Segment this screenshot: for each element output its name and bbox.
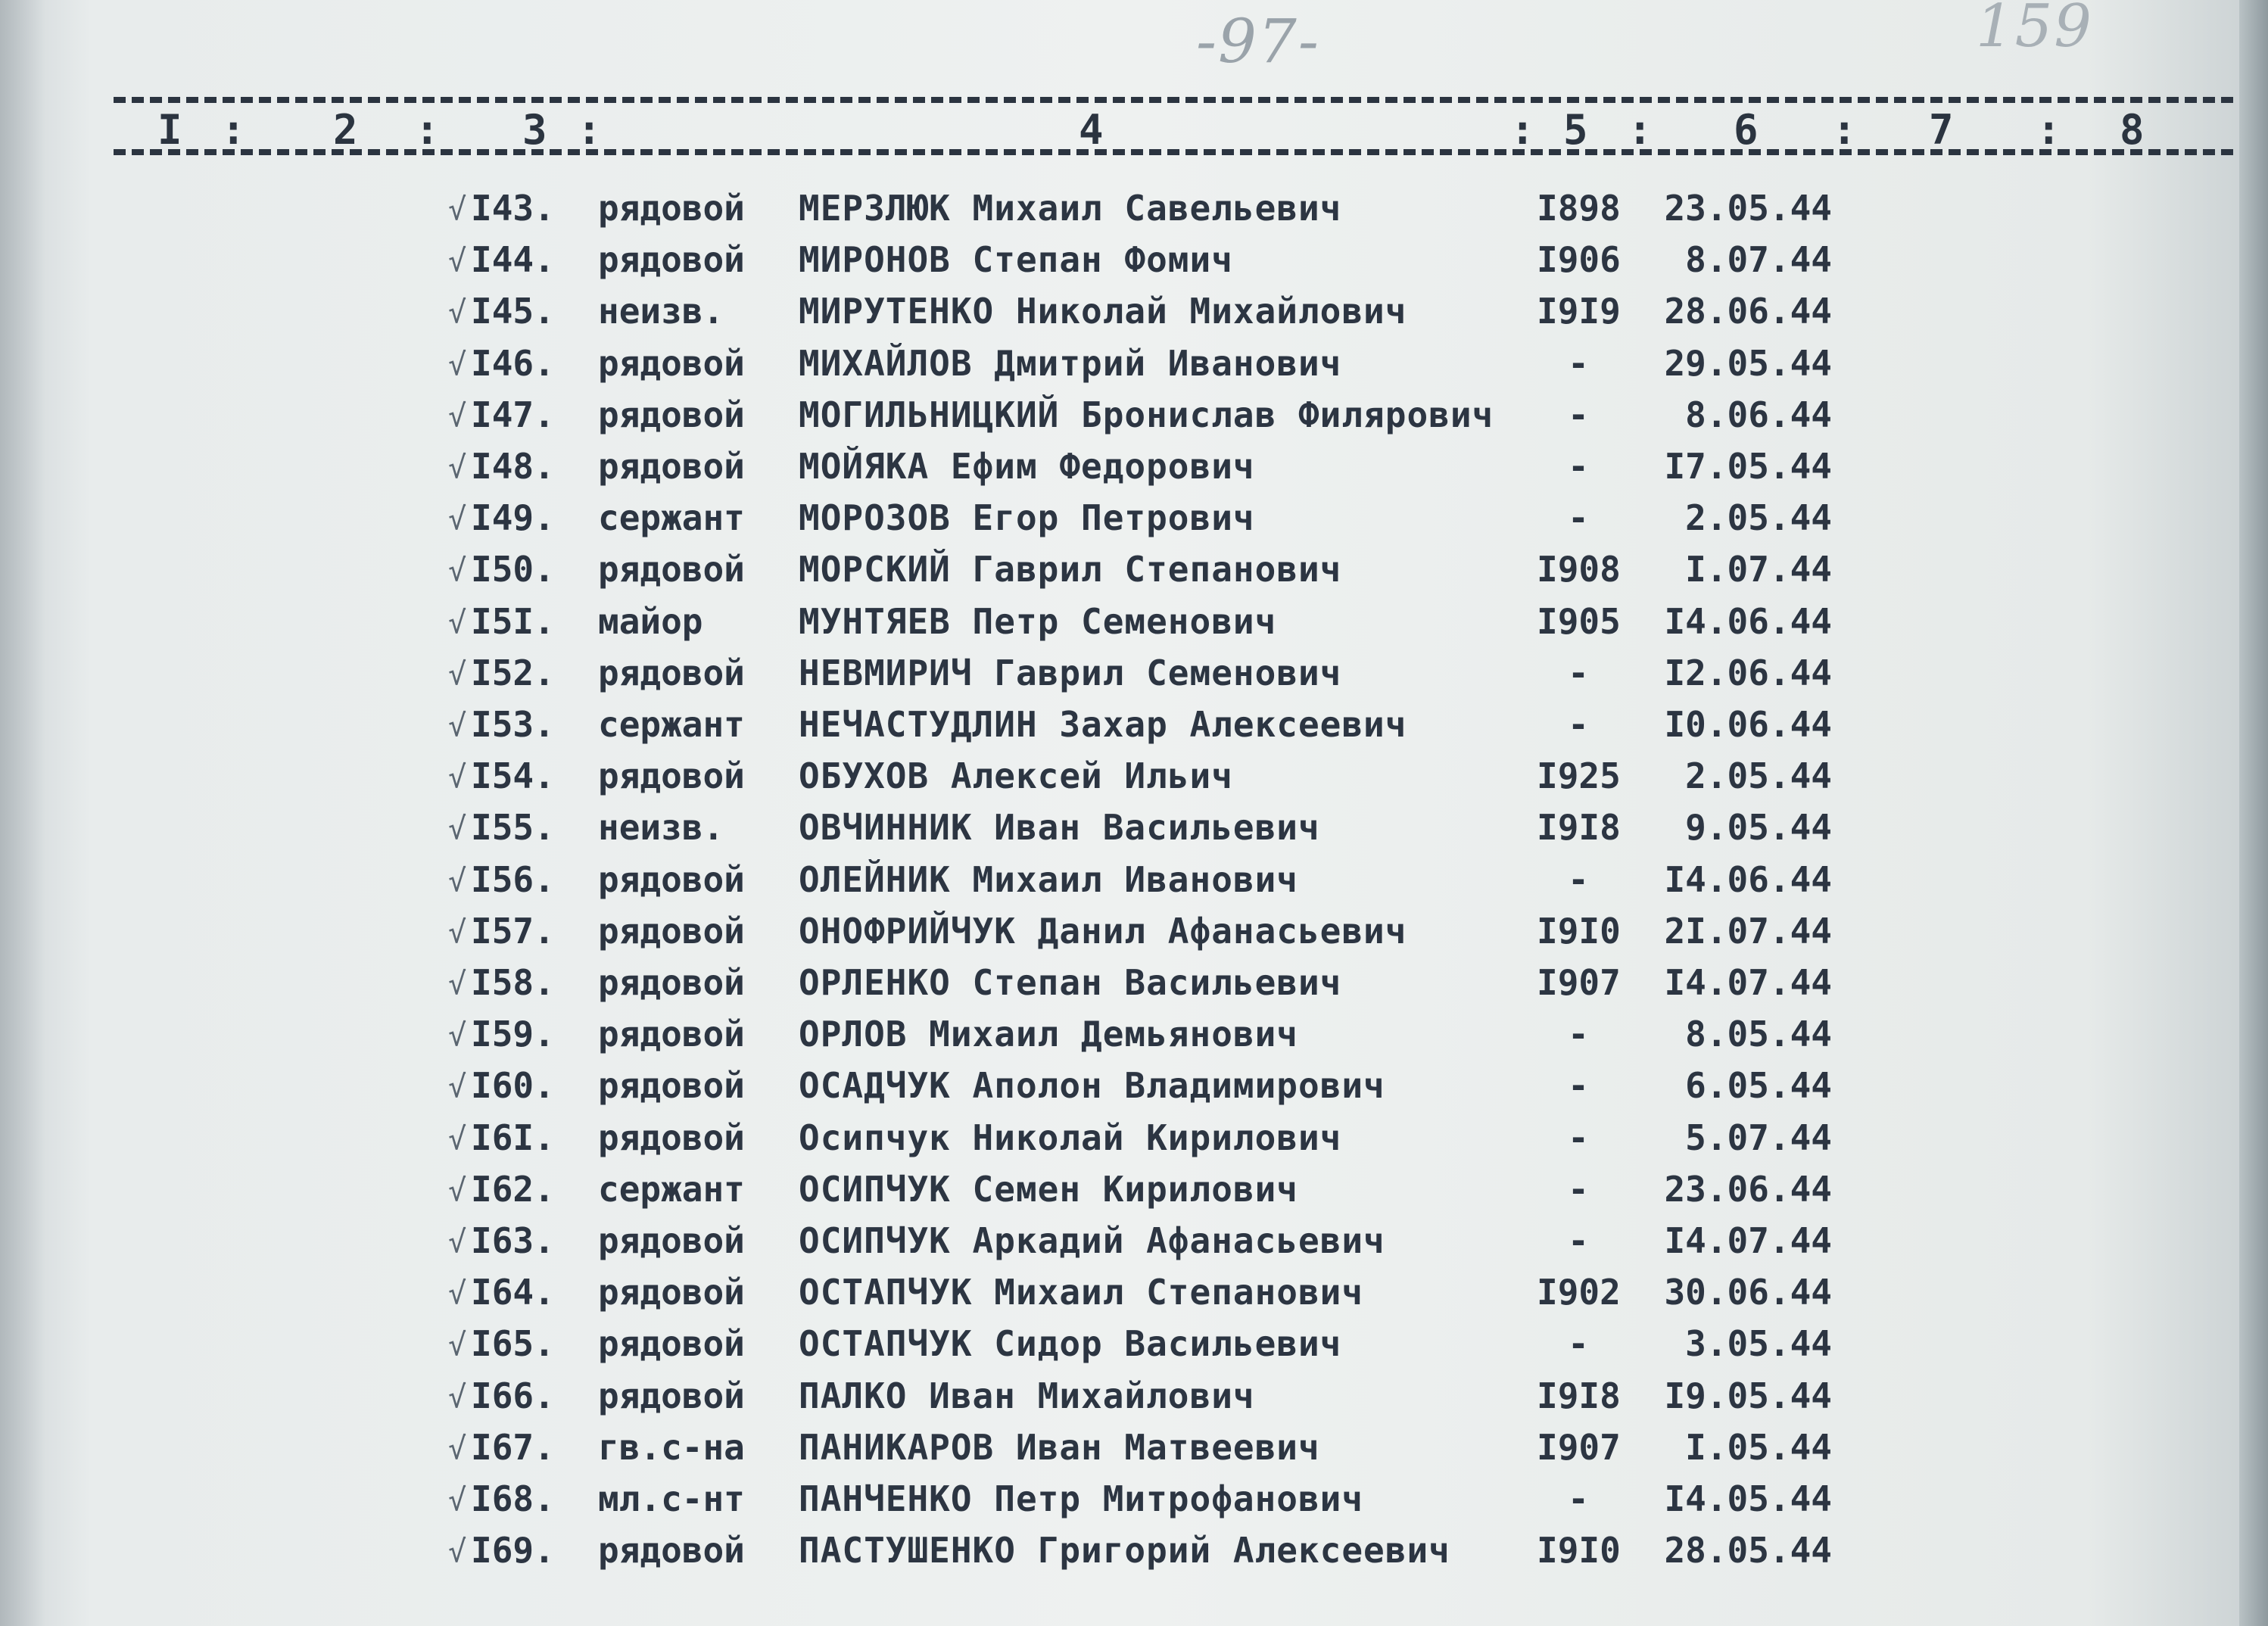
column-separator: :	[1628, 106, 1653, 154]
military-rank: рядовой	[598, 1375, 745, 1416]
full-name: МИХАЙЛОВ Дмитрий Иванович	[799, 342, 1342, 384]
checkmark-icon: √	[448, 811, 467, 847]
row-number: I62.	[471, 1168, 555, 1210]
military-rank: неизв.	[598, 807, 724, 849]
table-row	[0, 653, 2268, 704]
checkmark-icon: √	[448, 1328, 467, 1363]
military-rank: рядовой	[598, 1323, 745, 1365]
military-rank: рядовой	[598, 755, 745, 797]
birth-year: -	[1568, 858, 1589, 900]
table-row	[0, 1530, 2268, 1581]
row-number: I5I.	[471, 600, 555, 642]
table-row	[0, 1220, 2268, 1272]
column-number: 2	[333, 106, 358, 154]
birth-year: -	[1568, 1323, 1589, 1365]
birth-year: -	[1568, 1478, 1589, 1519]
date-of-death: 8.06.44	[1685, 394, 1832, 435]
date-of-death: I2.06.44	[1664, 652, 1832, 693]
birth-year: -	[1568, 342, 1589, 384]
date-of-death: I4.07.44	[1664, 962, 1832, 1003]
table-row	[0, 1065, 2268, 1117]
checkmark-icon: √	[448, 1225, 467, 1260]
full-name: ПАНЧЕНКО Петр Митрофанович	[799, 1478, 1364, 1519]
page-number: -97-	[1196, 6, 1320, 76]
birth-year: I9I8	[1537, 807, 1621, 849]
full-name: ОСИПЧУК Аркадий Афанасьевич	[799, 1220, 1385, 1261]
full-name: ОСТАПЧУК Михаил Степанович	[799, 1272, 1364, 1313]
military-rank: неизв.	[598, 291, 724, 332]
column-number: 8	[2120, 106, 2145, 154]
column-separator: :	[1832, 106, 1857, 154]
date-of-death: 23.05.44	[1664, 188, 1832, 229]
checkmark-icon: √	[448, 1121, 467, 1157]
date-of-death: I0.06.44	[1664, 704, 1832, 745]
military-rank: рядовой	[598, 1530, 745, 1571]
checkmark-icon: √	[448, 863, 467, 899]
full-name: ОСТАПЧУК Сидор Васильевич	[799, 1323, 1342, 1365]
checkmark-icon: √	[448, 914, 467, 950]
table-row	[0, 1014, 2268, 1065]
archive-folio-number: 159	[1976, 0, 2093, 61]
birth-year: I9I8	[1537, 1375, 1621, 1416]
birth-year: -	[1568, 1014, 1589, 1055]
military-rank: рядовой	[598, 858, 745, 900]
full-name: МОЙЯКА Ефим Федорович	[799, 446, 1255, 487]
full-name: МИРОНОВ Степан Фомич	[799, 239, 1233, 281]
military-rank: сержант	[598, 1168, 745, 1210]
checkmark-icon: √	[448, 398, 467, 434]
column-number: 5	[1563, 106, 1588, 154]
military-rank: рядовой	[598, 652, 745, 693]
row-number: I46.	[471, 342, 555, 384]
military-rank: рядовой	[598, 962, 745, 1003]
full-name: ПАЛКО Иван Михайлович	[799, 1375, 1255, 1416]
row-number: I56.	[471, 858, 555, 900]
table-row	[0, 188, 2268, 239]
table-row	[0, 1169, 2268, 1220]
checkmark-icon: √	[448, 553, 467, 589]
table-row	[0, 1427, 2268, 1478]
military-rank: рядовой	[598, 1065, 745, 1107]
military-rank: рядовой	[598, 1014, 745, 1055]
birth-year: I908	[1537, 549, 1621, 590]
military-rank: рядовой	[598, 1220, 745, 1261]
military-rank: рядовой	[598, 394, 745, 435]
row-number: I44.	[471, 239, 555, 281]
full-name: ОБУХОВ Алексей Ильич	[799, 755, 1233, 797]
birth-year: -	[1568, 497, 1589, 539]
checkmark-icon: √	[448, 656, 467, 692]
row-number: I47.	[471, 394, 555, 435]
birth-year: -	[1568, 394, 1589, 435]
column-separator: :	[577, 106, 602, 154]
full-name: НЕВМИРИЧ Гаврил Семенович	[799, 652, 1342, 693]
full-name: ОРЛОВ Михаил Демьянович	[799, 1014, 1298, 1055]
column-number: 4	[1079, 106, 1104, 154]
row-number: I50.	[471, 549, 555, 590]
column-number: 6	[1734, 106, 1759, 154]
full-name: Осипчук Николай Кирилович	[799, 1117, 1342, 1158]
row-number: I66.	[471, 1375, 555, 1416]
full-name: ОНОФРИЙЧУК Данил Афанасьевич	[799, 910, 1407, 952]
column-separator: :	[2036, 106, 2061, 154]
row-number: I43.	[471, 188, 555, 229]
full-name: ОЛЕЙНИК Михаил Иванович	[799, 858, 1298, 900]
checkmark-icon: √	[448, 450, 467, 485]
military-rank: рядовой	[598, 1272, 745, 1313]
military-rank: рядовой	[598, 1117, 745, 1158]
military-rank: сержант	[598, 497, 745, 539]
military-rank: рядовой	[598, 549, 745, 590]
birth-year: -	[1568, 1117, 1589, 1158]
row-number: I68.	[471, 1478, 555, 1519]
date-of-death: 2.05.44	[1685, 755, 1832, 797]
table-row	[0, 859, 2268, 911]
date-of-death: I7.05.44	[1664, 446, 1832, 487]
military-rank: рядовой	[598, 239, 745, 281]
date-of-death: I4.07.44	[1664, 1220, 1832, 1261]
row-number: I53.	[471, 704, 555, 745]
birth-year: I898	[1537, 188, 1621, 229]
birth-year: -	[1568, 446, 1589, 487]
checkmark-icon: √	[448, 1276, 467, 1312]
row-number: I69.	[471, 1530, 555, 1571]
checkmark-icon: √	[448, 760, 467, 796]
military-rank: рядовой	[598, 188, 745, 229]
checkmark-icon: √	[448, 1534, 467, 1570]
birth-year: I9I0	[1537, 1530, 1621, 1571]
table-row	[0, 1117, 2268, 1169]
full-name: ОВЧИННИК Иван Васильевич	[799, 807, 1320, 849]
checkmark-icon: √	[448, 709, 467, 743]
full-name: МИРУТЕНКО Николай Михайлович	[799, 291, 1407, 332]
table-row	[0, 1272, 2268, 1323]
table-row	[0, 962, 2268, 1014]
date-of-death: 23.06.44	[1664, 1168, 1832, 1210]
table-row	[0, 1323, 2268, 1375]
birth-year: I906	[1537, 239, 1621, 281]
birth-year: -	[1568, 1065, 1589, 1107]
row-number: I67.	[471, 1426, 555, 1468]
table-row	[0, 1478, 2268, 1530]
full-name: ОСИПЧУК Семен Кирилович	[799, 1168, 1298, 1210]
table-row	[0, 911, 2268, 962]
checkmark-icon: √	[448, 605, 467, 640]
date-of-death: 6.05.44	[1685, 1065, 1832, 1107]
row-number: I6I.	[471, 1117, 555, 1158]
checkmark-icon: √	[448, 192, 467, 227]
date-of-death: 8.05.44	[1685, 1014, 1832, 1055]
row-number: I64.	[471, 1272, 555, 1313]
row-number: I55.	[471, 807, 555, 849]
date-of-death: I4.05.44	[1664, 1478, 1832, 1519]
column-separator: :	[221, 106, 246, 154]
military-rank: рядовой	[598, 446, 745, 487]
header-rule-bottom	[114, 149, 2233, 155]
military-rank: майор	[598, 600, 703, 642]
table-row	[0, 343, 2268, 394]
row-number: I58.	[471, 962, 555, 1003]
full-name: ПАСТУШЕНКО Григорий Алексеевич	[799, 1530, 1450, 1571]
table-row	[0, 755, 2268, 807]
date-of-death: 9.05.44	[1685, 807, 1832, 849]
column-separator: :	[1510, 106, 1535, 154]
full-name: МОРСКИЙ Гаврил Степанович	[799, 549, 1342, 590]
birth-year: -	[1568, 1220, 1589, 1261]
checkmark-icon: √	[448, 244, 467, 279]
table-row	[0, 1375, 2268, 1427]
checkmark-icon: √	[448, 1018, 467, 1054]
checkmark-icon: √	[448, 967, 467, 1001]
date-of-death: 5.07.44	[1685, 1117, 1832, 1158]
date-of-death: I4.06.44	[1664, 600, 1832, 642]
birth-year: I907	[1537, 1426, 1621, 1468]
full-name: ПАНИКАРОВ Иван Матвеевич	[799, 1426, 1320, 1468]
birth-year: -	[1568, 652, 1589, 693]
date-of-death: I.05.44	[1685, 1426, 1832, 1468]
column-number: 3	[522, 106, 547, 154]
table-row	[0, 291, 2268, 342]
column-number: I	[157, 106, 182, 154]
checkmark-icon: √	[448, 1173, 467, 1208]
row-number: I49.	[471, 497, 555, 539]
row-number: I52.	[471, 652, 555, 693]
full-name: МОРОЗОВ Егор Петрович	[799, 497, 1255, 539]
table-row	[0, 807, 2268, 858]
full-name: МУНТЯЕВ Петр Семенович	[799, 600, 1277, 642]
row-number: I45.	[471, 291, 555, 332]
date-of-death: I.07.44	[1685, 549, 1832, 590]
table-row	[0, 549, 2268, 600]
date-of-death: 3.05.44	[1685, 1323, 1832, 1365]
date-of-death: I9.05.44	[1664, 1375, 1832, 1416]
date-of-death: 2I.07.44	[1664, 910, 1832, 952]
row-number: I48.	[471, 446, 555, 487]
checkmark-icon: √	[448, 295, 467, 331]
military-rank: мл.с-нт	[598, 1478, 745, 1519]
military-rank: сержант	[598, 704, 745, 745]
checkmark-icon: √	[448, 1379, 467, 1415]
header-rule-top	[114, 97, 2233, 103]
checkmark-icon: √	[448, 1483, 467, 1518]
date-of-death: 29.05.44	[1664, 342, 1832, 384]
row-number: I60.	[471, 1065, 555, 1107]
birth-year: -	[1568, 1168, 1589, 1210]
column-separator: :	[415, 106, 440, 154]
table-row	[0, 446, 2268, 497]
date-of-death: 28.06.44	[1664, 291, 1832, 332]
full-name: НЕЧАСТУДЛИН Захар Алексеевич	[799, 704, 1407, 745]
military-rank: рядовой	[598, 342, 745, 384]
table-row	[0, 394, 2268, 446]
birth-year: I925	[1537, 755, 1621, 797]
date-of-death: 30.06.44	[1664, 1272, 1832, 1313]
column-number: 7	[1929, 106, 1954, 154]
date-of-death: 8.07.44	[1685, 239, 1832, 281]
military-rank: гв.с-на	[598, 1426, 745, 1468]
date-of-death: 2.05.44	[1685, 497, 1832, 539]
birth-year: I905	[1537, 600, 1621, 642]
checkmark-icon: √	[448, 1070, 467, 1105]
table-row	[0, 239, 2268, 291]
checkmark-icon: √	[448, 1431, 467, 1466]
date-of-death: I4.06.44	[1664, 858, 1832, 900]
full-name: МЕРЗЛЮК Михаил Савельевич	[799, 188, 1342, 229]
birth-year: I907	[1537, 962, 1621, 1003]
table-row	[0, 704, 2268, 755]
birth-year: I9I9	[1537, 291, 1621, 332]
column-header	[0, 106, 2268, 154]
table-row	[0, 601, 2268, 653]
row-number: I54.	[471, 755, 555, 797]
table-row	[0, 497, 2268, 549]
row-number: I59.	[471, 1014, 555, 1055]
checkmark-icon: √	[448, 347, 467, 382]
row-number: I57.	[471, 910, 555, 952]
full-name: МОГИЛЬНИЦКИЙ Бронислав Филярович	[799, 394, 1494, 435]
date-of-death: 28.05.44	[1664, 1530, 1832, 1571]
birth-year: I902	[1537, 1272, 1621, 1313]
full-name: ОСАДЧУК Аполон Владимирович	[799, 1065, 1385, 1107]
birth-year: -	[1568, 704, 1589, 745]
birth-year: I9I0	[1537, 910, 1621, 952]
row-number: I65.	[471, 1323, 555, 1365]
checkmark-icon: √	[448, 502, 467, 537]
military-rank: рядовой	[598, 910, 745, 952]
row-number: I63.	[471, 1220, 555, 1261]
full-name: ОРЛЕНКО Степан Васильевич	[799, 962, 1342, 1003]
